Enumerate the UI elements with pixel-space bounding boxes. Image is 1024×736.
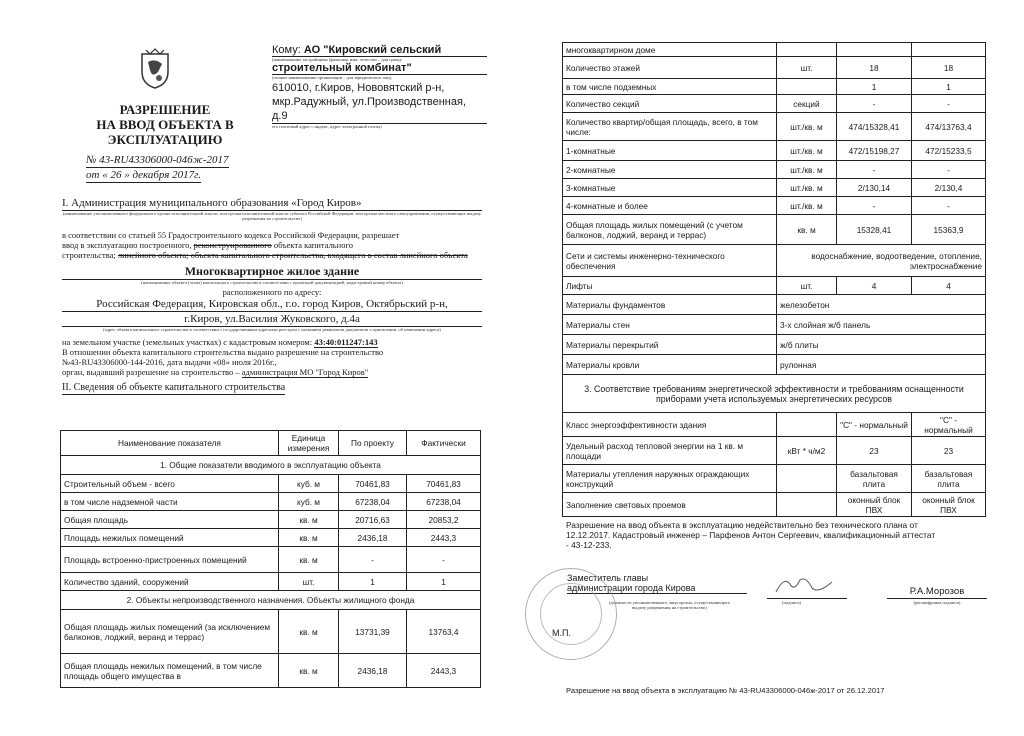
material-name: Материалы стен: [563, 315, 777, 335]
recipient-block: [272, 44, 487, 129]
section-1-title: I. Администрация муниципального образования «Город Киров»: [62, 197, 482, 211]
table-row: [563, 57, 986, 79]
cell-name: Общая площадь жилых помещений (с учетом балконов, лоджий, веранд и террас): [563, 215, 777, 245]
header-actual: Фактически: [407, 431, 481, 456]
cell-unit: [777, 43, 837, 57]
table-row: [61, 529, 481, 547]
section-2-title: II. Сведения об объекте капитального строительства: [62, 381, 286, 393]
cell-name: 3-комнатные: [563, 179, 777, 197]
cell-name: Заполнение световых проемов: [563, 493, 777, 517]
cell-name: в том числе подземных: [563, 79, 777, 95]
table-row: [563, 113, 986, 141]
cell-proj: [837, 43, 912, 57]
section-1: [62, 197, 482, 395]
recipient-hint-1: (наименование застройщика (фамилия, имя, отчество – для гражд-: [272, 57, 403, 62]
material-name: Материалы кровли: [563, 355, 777, 375]
cell-proj: -: [837, 161, 912, 179]
cell-unit: [777, 493, 837, 517]
cell-unit: шт./кв. м: [777, 161, 837, 179]
coat-of-arms-icon: [138, 48, 172, 90]
signatory-name: Р.А.Морозов: [909, 586, 965, 597]
document-number-block: [86, 153, 229, 183]
cell-unit: шт./кв. м: [777, 197, 837, 215]
table-row: [61, 654, 481, 688]
cell-name: Общая площадь жилых помещений (за исключением балконов, лоджий, веранд и террас): [61, 610, 279, 654]
cell-fact: 67238,04: [407, 493, 481, 511]
official-seal: [525, 568, 617, 660]
cell-fact: 1: [407, 573, 481, 591]
cell-proj: 2/130,14: [837, 179, 912, 197]
material-name: Материалы фундаментов: [563, 295, 777, 315]
table-row: [61, 573, 481, 591]
networks-name: Сети и системы инженерно-технического обеспечения: [563, 245, 777, 277]
lifts-project: 4: [837, 277, 912, 295]
cell-proj: 67238,04: [339, 493, 407, 511]
table-row: [563, 493, 986, 517]
note-line-2: 12.12.2017. Кадастровый инженер – Парфенов Антон Сергеевич, квалификационный аттестат: [566, 530, 936, 540]
cell-unit: [777, 79, 837, 95]
cell-proj: 20716,63: [339, 511, 407, 529]
title-line-2: НА ВВОД ОБЪЕКТА В: [96, 117, 234, 132]
recipient-address-2: мкр.Радужный, ул.Производственная,: [272, 95, 467, 108]
cell-name: Площадь нежилых помещений: [61, 529, 279, 547]
permit-line-3: орган, выдавший разрешение на строительство –: [62, 366, 240, 377]
cell-fact: 15363,9: [912, 215, 986, 245]
cell-fact: -: [912, 197, 986, 215]
cell-unit: кв. м: [279, 654, 339, 688]
cell-name: 1-комнатные: [563, 141, 777, 161]
cell-proj: базальтовая плита: [837, 465, 912, 493]
cell-proj: -: [837, 197, 912, 215]
cell-proj: оконный блок ПВХ: [837, 493, 912, 517]
cell-fact: -: [407, 547, 481, 573]
permit-authority: администрация МО "Город Киров": [241, 366, 369, 377]
cell-unit: шт./кв. м: [777, 113, 837, 141]
cell-proj: -: [339, 547, 407, 573]
table-row: [61, 511, 481, 529]
signature-mark: [772, 574, 842, 598]
signatory-title-2: администрации города Кирова: [567, 583, 747, 594]
permit-line-2: №43-RU43306000-144-2016, дата выдачи «08» июля 2016г.,: [62, 356, 277, 367]
cell-name: Количество секций: [563, 95, 777, 113]
material-row: [563, 335, 986, 355]
object-name: Многоквартирное жилое здание: [62, 264, 482, 280]
lifts-unit: шт.: [777, 277, 837, 295]
cell-unit: куб. м: [279, 493, 339, 511]
cell-unit: кв. м: [279, 547, 339, 573]
lifts-name: Лифты: [563, 277, 777, 295]
cell-name: Общая площадь нежилых помещений, в том числе площадь общего имущества в: [61, 654, 279, 688]
to-label: Кому:: [272, 44, 301, 56]
land-label: на земельном участке (земельных участках) с кадастровым номером:: [62, 336, 313, 347]
cell-proj: 15328,41: [837, 215, 912, 245]
cell-unit: кв. м: [279, 610, 339, 654]
cell-fact: "С" - нормальный: [912, 413, 986, 437]
document-date: от « 26 » декабря 2017г.: [86, 169, 202, 181]
cell-name: Общая площадь: [61, 511, 279, 529]
paragraph-1-line-a: в соответствии со статьей 55 Градостроительного кодекса Российской Федерации, разрешает: [62, 229, 400, 240]
cell-unit: кв. м: [777, 215, 837, 245]
table-row: [563, 413, 986, 437]
signatory-hint: (должность уполномоченного лица органа, осуществляющего выдачу разрешения на строительство): [608, 600, 731, 611]
cell-fact: 2/130,4: [912, 179, 986, 197]
recipient-address-3: д.9: [272, 109, 487, 124]
cell-fact: 70461,83: [407, 475, 481, 493]
signatory-name-hint: (расшифровка подписи): [913, 600, 961, 605]
cell-name: 2-комнатные: [563, 161, 777, 179]
page-footer: Разрешение на ввод объекта в эксплуатацию № 43-RU43306000-046ж-2017 от 26.12.2017: [566, 686, 885, 695]
cell-name: Класс энергоэффективности здания: [563, 413, 777, 437]
cell-name: Строительный объем - всего: [61, 475, 279, 493]
cell-fact: 2443,3: [407, 529, 481, 547]
group-3-title: 3. Соответствие требованиям энергетической эффективности и требованиям оснащенности приборами учета используемых энергетических ресурсов: [563, 375, 986, 413]
table-row: [563, 465, 986, 493]
cell-proj: 474/15328,41: [837, 113, 912, 141]
cell-name: Количество квартир/общая площадь, всего, в том числе:: [563, 113, 777, 141]
cell-proj: 1: [339, 573, 407, 591]
cell-name: многоквартирном доме: [563, 43, 777, 57]
indicators-table-right: [562, 42, 986, 517]
group-2-title: 2. Объекты непроизводственного назначения. Объекты жилищного фонда: [61, 591, 481, 610]
material-row: [563, 315, 986, 335]
material-value: ж/б плиты: [777, 335, 986, 355]
signatory-title-1: Заместитель главы: [567, 573, 649, 583]
material-value: 3-х слойная ж/б панель: [777, 315, 986, 335]
cell-name: Удельный расход тепловой энергии на 1 кв. м площади: [563, 437, 777, 465]
paragraph-1-line-b: ввод в эксплуатацию построенного,: [62, 239, 192, 250]
note-line-1: Разрешение на ввод объекта в эксплуатацию недействительно без технического плана от: [566, 520, 918, 530]
cell-proj: 18: [837, 57, 912, 79]
material-row: [563, 295, 986, 315]
permit-line-1: В отношении объекта капитального строительства выдано разрешение на строительство: [62, 346, 384, 357]
table-row: [563, 141, 986, 161]
recipient-name-2: строительный комбинат": [272, 62, 487, 75]
cell-unit: [777, 413, 837, 437]
cell-fact: 474/13763,4: [912, 113, 986, 141]
cell-proj: 2436,18: [339, 529, 407, 547]
paragraph-1-line-e: строительства;: [62, 249, 116, 260]
table-row: [563, 43, 986, 57]
located-label: расположенного по адресу:: [222, 287, 322, 298]
cell-unit: шт.: [279, 573, 339, 591]
cell-proj: 70461,83: [339, 475, 407, 493]
document-title: [80, 102, 250, 147]
table-row: [563, 437, 986, 465]
cell-name: 4-комнатные и более: [563, 197, 777, 215]
table-row: [563, 79, 986, 95]
cell-name: Площадь встроенно-пристроенных помещений: [61, 547, 279, 573]
cell-fact: -: [912, 161, 986, 179]
cell-fact: [912, 43, 986, 57]
cell-name: Количество зданий, сооружений: [61, 573, 279, 591]
cell-fact: -: [912, 95, 986, 113]
cell-unit: кв. м: [279, 511, 339, 529]
cell-unit: шт.: [777, 57, 837, 79]
networks-value: водоснабжение, водоотведение, отопление, электроснабжение: [777, 245, 986, 277]
material-name: Материалы перекрытий: [563, 335, 777, 355]
recipient-hint-3: его почтовый адрес с индекс, адрес электронной почты): [272, 123, 382, 129]
object-address-1: Российская Федерация, Кировская обл., г.о. город Киров, Октябрьский р-н,: [62, 297, 482, 312]
cell-proj: 2436,18: [339, 654, 407, 688]
cell-name: в том числе надземной части: [61, 493, 279, 511]
validity-note: [566, 520, 986, 550]
cell-unit: куб. м: [279, 475, 339, 493]
paragraph-1-struck: реконструированного: [193, 239, 272, 250]
cell-unit: шт./кв. м: [777, 141, 837, 161]
cell-fact: 472/15233,5: [912, 141, 986, 161]
signature-hint: (подпись): [782, 600, 802, 605]
material-value: железобетон: [777, 295, 986, 315]
document-number: № 43-RU43306000-046ж-2017: [86, 154, 229, 166]
material-value: рулонная: [777, 355, 986, 375]
cell-proj: 13731,39: [339, 610, 407, 654]
cell-fact: оконный блок ПВХ: [912, 493, 986, 517]
object-hint: (наименование объекта (этапа) капитального строительства в соответствии с проектной документацией, кадастровый номер объекта): [141, 279, 403, 285]
table-row: [61, 610, 481, 654]
table-row: [61, 493, 481, 511]
title-line-3: ЭКСПЛУАТАЦИЮ: [107, 132, 223, 147]
cell-fact: 2443,3: [407, 654, 481, 688]
cell-fact: 23: [912, 437, 986, 465]
cell-name: Материалы утепления наружных ограждающих конструкций: [563, 465, 777, 493]
cell-unit: кв. м: [279, 529, 339, 547]
cell-proj: 472/15198,27: [837, 141, 912, 161]
title-line-1: РАЗРЕШЕНИЕ: [119, 102, 211, 117]
cell-unit: шт./кв. м: [777, 179, 837, 197]
paragraph-1-struck-2: линейного объекта; объекта капитального строительства, входящего в состав линейного объекта: [117, 249, 468, 260]
recipient-hint-2: (полное наименование организации – для юридических лиц),: [272, 75, 393, 81]
cell-fact: 1: [912, 79, 986, 95]
material-row: [563, 355, 986, 375]
cell-proj: 23: [837, 437, 912, 465]
note-line-3: - 43-12-233.: [566, 540, 612, 550]
group-1-title: 1. Общие показатели вводимого в эксплуатацию объекта: [61, 456, 481, 475]
cell-proj: 1: [837, 79, 912, 95]
cell-proj: "С" - нормальный: [837, 413, 912, 437]
table-row: [61, 475, 481, 493]
object-address-2: г.Киров, ул.Василия Жуковского, д.4а: [62, 312, 482, 327]
lifts-actual: 4: [912, 277, 986, 295]
cell-fact: 20853,2: [407, 511, 481, 529]
paragraph-1-line-d: объекта капитального: [273, 239, 354, 250]
table-row: [563, 161, 986, 179]
indicators-table-left: [60, 430, 481, 688]
recipient-name-1: АО "Кировский сельский: [303, 44, 442, 56]
table-row: [563, 95, 986, 113]
address-hint: (адрес объекта капитального строительства в соответствии с государственным адресным реестром с указанием реквизитов документов о присвоении, об изменении адреса): [103, 327, 441, 333]
cell-proj: -: [837, 95, 912, 113]
seal-label: М.П.: [552, 628, 571, 638]
header-unit: Единица измерения: [279, 431, 339, 456]
cell-fact: 13763,4: [407, 610, 481, 654]
table-row: [563, 215, 986, 245]
table-row: [61, 547, 481, 573]
section-1-hint: (наименование уполномоченного федерального органа исполнительной власти, или органа исполнительной власти субъекта Российской Федерации, или органа местного самоуправления, осуществляющих выдачу разрешения на строительство): [62, 211, 482, 222]
cell-fact: базальтовая плита: [912, 465, 986, 493]
cell-unit: кВт * ч/м2: [777, 437, 837, 465]
recipient-address-1: 610010, г.Киров, Нововятский р-н,: [272, 81, 445, 94]
cell-unit: секций: [777, 95, 837, 113]
header-name: Наименование показателя: [61, 431, 279, 456]
cell-unit: [777, 465, 837, 493]
table-row: [563, 179, 986, 197]
land-number: 43:40:011247:143: [314, 336, 378, 347]
header-project: По проекту: [339, 431, 407, 456]
cell-fact: 18: [912, 57, 986, 79]
cell-name: Количество этажей: [563, 57, 777, 79]
table-row: [563, 197, 986, 215]
